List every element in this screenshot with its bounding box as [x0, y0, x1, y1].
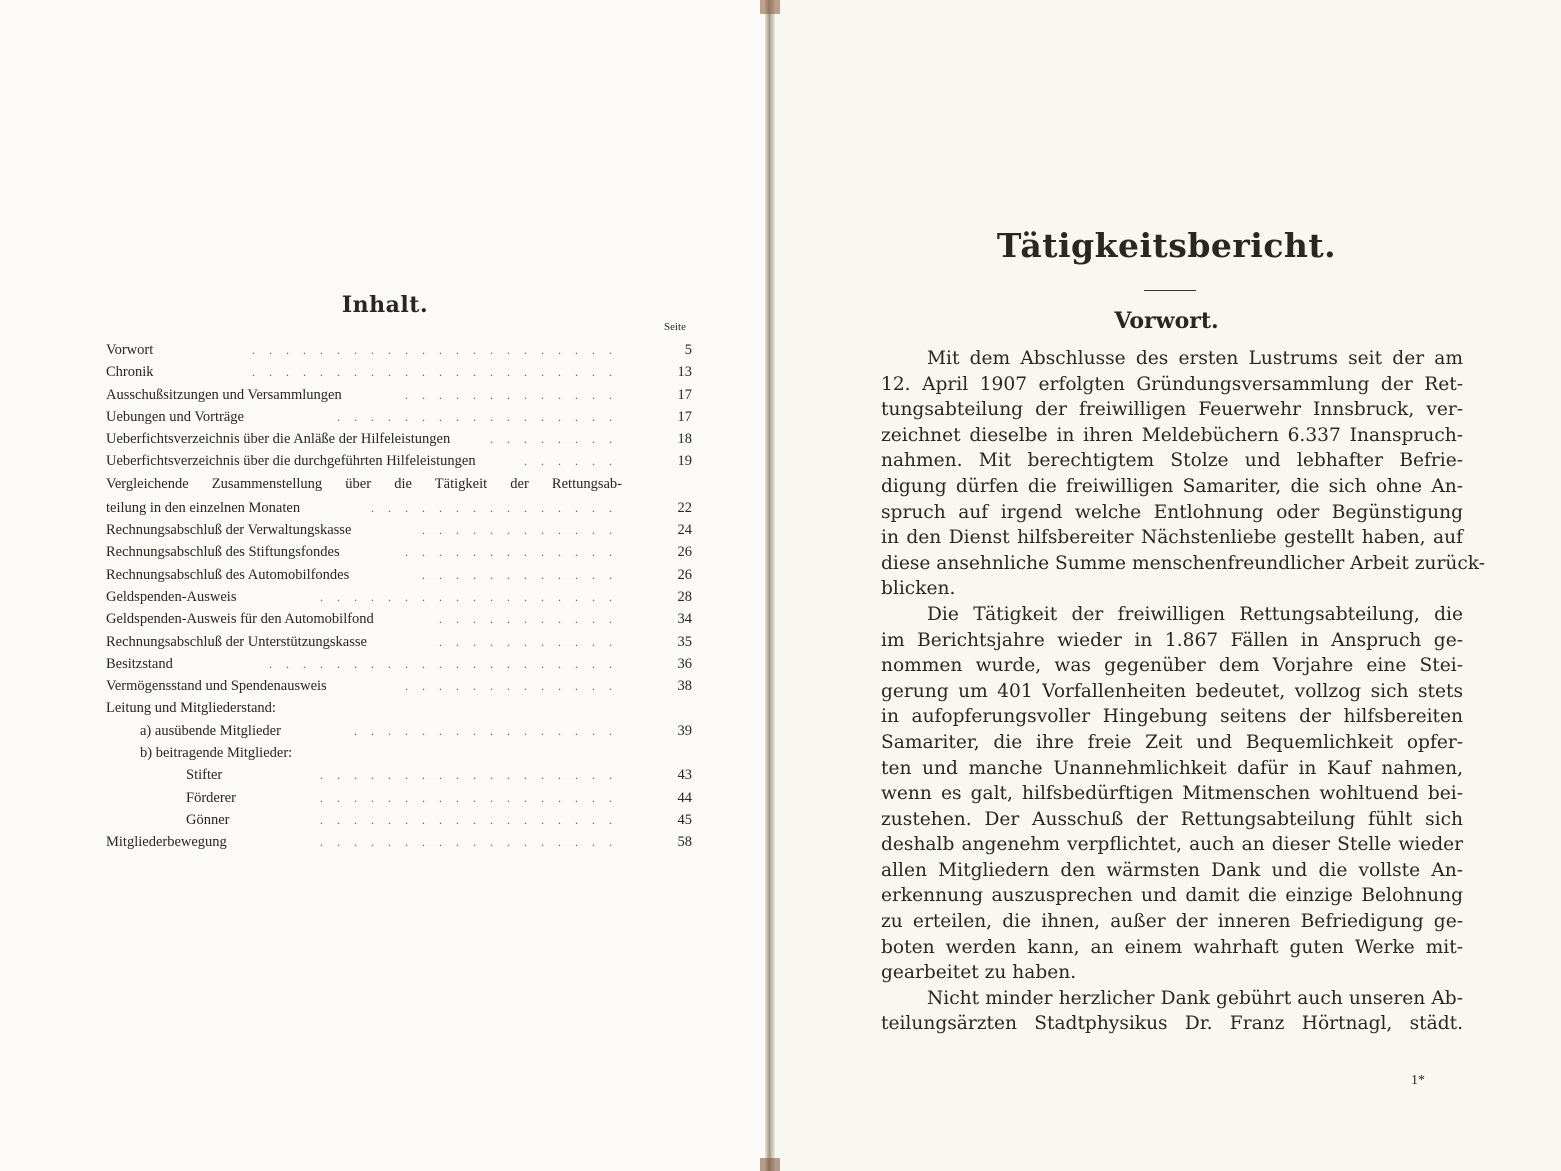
toc-entry [106, 541, 696, 563]
toc-entry-page: 19 [677, 453, 692, 470]
toc-entry [106, 787, 696, 809]
toc-entry-page: 22 [677, 499, 692, 516]
toc-entry-page: 26 [677, 566, 692, 583]
toc-entry [106, 608, 696, 630]
toc-entry-label: Vergleichende Zusammenstellung über die Tätigkeit der Rettungsab- [106, 475, 622, 492]
text-line: gearbeitet zu haben. [881, 962, 1077, 984]
toc-entry-label: Uebungen und Vorträge [106, 408, 244, 425]
leader-dots: ............ [422, 567, 626, 582]
leader-dots: ............. [405, 679, 626, 694]
leader-dots: ........... [439, 612, 626, 627]
toc-entry-page: 58 [677, 834, 692, 851]
text-line: zeichnet dieselbe in ihren Meldebüchern 6.337 Inanspruch- [881, 424, 1463, 446]
toc-entry [106, 653, 696, 675]
text-line: Die Tätigkeit der freiwilligen Rettungsabteilung, die [927, 603, 1463, 625]
leader-dots: .................. [320, 790, 626, 805]
text-line: tungsabteilung der freiwilligen Feuerwehr Innsbruck, ver- [881, 399, 1463, 421]
text-line: im Berichtsjahre wieder in 1.867 Fällen in Anspruch ge- [881, 629, 1463, 651]
toc-entry-page: 5 [684, 342, 692, 358]
toc-entry [106, 450, 696, 472]
toc-entry [106, 384, 696, 406]
toc-entry-label: Leitung und Mitgliederstand: [106, 700, 276, 717]
leader-dots: ........... [439, 634, 626, 649]
toc-entry-page: 28 [677, 588, 692, 605]
leader-dots: ................. [337, 409, 626, 424]
toc-entry-page: 18 [677, 431, 692, 448]
text-line: wenn es galt, hilfsbedürftigen Mitmenschen wohltuend bei- [881, 783, 1463, 805]
leader-dots: ............... [371, 500, 626, 515]
toc-entry-page: 17 [677, 408, 692, 425]
book-gutter [765, 0, 775, 1171]
toc-entry [106, 564, 696, 586]
toc-entry-label: Rechnungsabschluß des Automobilfondes [106, 566, 350, 583]
text-line: digung dürfen die freiwilligen Samariter, die sich ohne An- [881, 475, 1463, 497]
toc-entry [106, 831, 696, 853]
toc-entry [106, 497, 696, 519]
toc-entry [106, 339, 696, 361]
binding-edge-bottom [760, 1158, 780, 1171]
leader-dots: ............. [405, 545, 626, 560]
toc-entry-label: Vorwort [106, 342, 154, 358]
signature-mark: 1* [1411, 1073, 1425, 1088]
toc-entry-page: 34 [677, 611, 692, 628]
leader-dots: .................. [320, 835, 626, 850]
toc-entry-page: 13 [677, 364, 692, 381]
text-line: nommen wurde, was gegenüber dem Vorjahre eine Stei- [881, 655, 1463, 677]
text-line: diese ansehnliche Summe menschenfreundlicher Arbeit zurück- [881, 552, 1486, 574]
text-line: zustehen. Der Ausschuß der Rettungsabteilung fühlt sich [881, 808, 1463, 830]
toc-entry [106, 764, 696, 786]
leader-dots: .................. [320, 768, 626, 783]
toc-entry-label: teilung in den einzelnen Monaten [106, 499, 301, 516]
toc-entry-page: 44 [677, 789, 692, 806]
toc-entry-label: Stifter [186, 767, 223, 784]
toc-entry-label: Geldspenden-Ausweis [106, 588, 237, 605]
toc-entry-label: b) beitragende Mitglieder: [140, 745, 293, 762]
toc-entry [106, 428, 696, 450]
report-title: Tätigkeitsbericht. [996, 226, 1337, 265]
toc-entry-label: Ueberfichtsverzeichnis über die Anläße der Hilfeleistungen [106, 431, 451, 448]
toc-entry [106, 586, 696, 608]
text-line: gerung um 401 Vorfallenheiten bedeutet, vollzog sich stets [881, 680, 1463, 702]
leader-dots: ............. [405, 387, 626, 402]
leader-dots: ...................... [252, 365, 626, 380]
toc-entry [106, 631, 696, 653]
text-line: nahmen. Mit berechtigtem Stolze und lebhafter Befrie- [881, 450, 1463, 472]
text-line: Samariter, die ihre freie Zeit und Bequemlichkeit opfer- [881, 731, 1463, 753]
text-line: spruch auf irgend welche Entlohnung oder Begünstigung [881, 501, 1463, 523]
table-of-contents [106, 339, 696, 854]
toc-entry-label: Mitgliederbewegung [106, 834, 227, 851]
text-line: boten werden kann, an einem wahrhaft guten Werke mit- [881, 936, 1463, 958]
toc-entry [106, 406, 696, 428]
toc-title: Inhalt. [341, 292, 429, 318]
toc-entry-page: 36 [677, 655, 692, 672]
foreword-text [881, 346, 1486, 1037]
text-line: deshalb angenehm verpflichtet, auch an dieser Stelle wieder [881, 834, 1463, 856]
toc-entry-label: Rechnungsabschluß der Unterstützungskasse [106, 633, 367, 650]
leader-dots: ................ [354, 723, 626, 738]
toc-entry-page: 24 [677, 522, 692, 539]
toc-entry [106, 675, 696, 697]
leader-dots: ........ [490, 432, 626, 447]
toc-entry-label: Vermögensstand und Spendenausweis [106, 678, 327, 695]
toc-entry-label: Besitzstand [106, 655, 173, 672]
text-line: zu erteilen, die ihnen, außer der inneren Befriedigung ge- [881, 911, 1463, 933]
toc-entry-label: Rechnungsabschluß der Verwaltungskasse [106, 522, 352, 539]
toc-entry [106, 473, 696, 497]
toc-entry [106, 361, 696, 383]
toc-entry-label: Ueberfichtsverzeichnis über die durchgeführten Hilfeleistungen [106, 453, 476, 470]
text-line: Mit dem Abschlusse des ersten Lustrums seit der am [927, 348, 1463, 369]
leader-dots: .................. [320, 589, 626, 604]
toc-entry-page: 17 [677, 386, 692, 403]
text-line: 12. April 1907 erfolgten Gründungsversammlung der Ret- [881, 373, 1463, 395]
toc-entry [106, 697, 696, 719]
toc-entry-page: 43 [677, 767, 692, 784]
text-line: in aufopferungsvoller Hingebung seitens der hilfsbereiten [881, 706, 1463, 728]
toc-entry-label: Ausschußsitzungen und Versammlungen [106, 386, 342, 403]
toc-entry-page: 26 [677, 544, 692, 561]
binding-edge-top [760, 0, 780, 14]
toc-entry-label: Geldspenden-Ausweis für den Automobilfond [106, 611, 374, 628]
section-heading: Vorwort. [1114, 308, 1219, 334]
toc-entry [106, 742, 696, 764]
toc-entry-label: Chronik [106, 364, 154, 381]
toc-entry-label: a) ausübende Mitglieder [140, 722, 281, 739]
toc-entry [106, 809, 696, 831]
toc-entry [106, 519, 696, 541]
toc-entry-label: Förderer [186, 789, 236, 806]
text-line: erkennung auszusprechen und damit die einzige Belohnung [881, 885, 1463, 907]
toc-entry-page: 39 [677, 722, 692, 739]
toc-entry-label: Gönner [186, 811, 230, 828]
text-line: Nicht minder herzlicher Dank gebührt auch unseren Ab- [927, 987, 1463, 1009]
toc-entry-label: Rechnungsabschluß des Stiftungsfondes [106, 544, 340, 561]
toc-entry-page: 35 [677, 633, 692, 650]
text-line: in den Dienst hilfsbereiter Nächstenliebe gestellt haben, auf [881, 527, 1463, 549]
leader-dots: ...................... [252, 343, 626, 357]
leader-dots: .................. [320, 812, 626, 827]
text-line: blicken. [881, 578, 956, 600]
toc-column-header: Seite [664, 321, 686, 333]
leader-dots: ............ [422, 523, 626, 538]
text-line: teilungsärzten Stadtphysikus Dr. Franz Hörtnagl, städt. [881, 1013, 1463, 1035]
toc-entry-page: 38 [677, 678, 692, 695]
text-line: ten und manche Unannehmlichkeit dafür in Kauf nahmen, [881, 757, 1463, 779]
toc-entry [106, 720, 696, 742]
text-line: allen Mitgliedern den wärmsten Dank und die vollste An- [881, 859, 1463, 881]
toc-entry-page: 45 [677, 811, 692, 828]
leader-dots: ...... [524, 454, 626, 469]
leader-dots: ..................... [269, 656, 626, 671]
title-divider [1144, 290, 1196, 291]
